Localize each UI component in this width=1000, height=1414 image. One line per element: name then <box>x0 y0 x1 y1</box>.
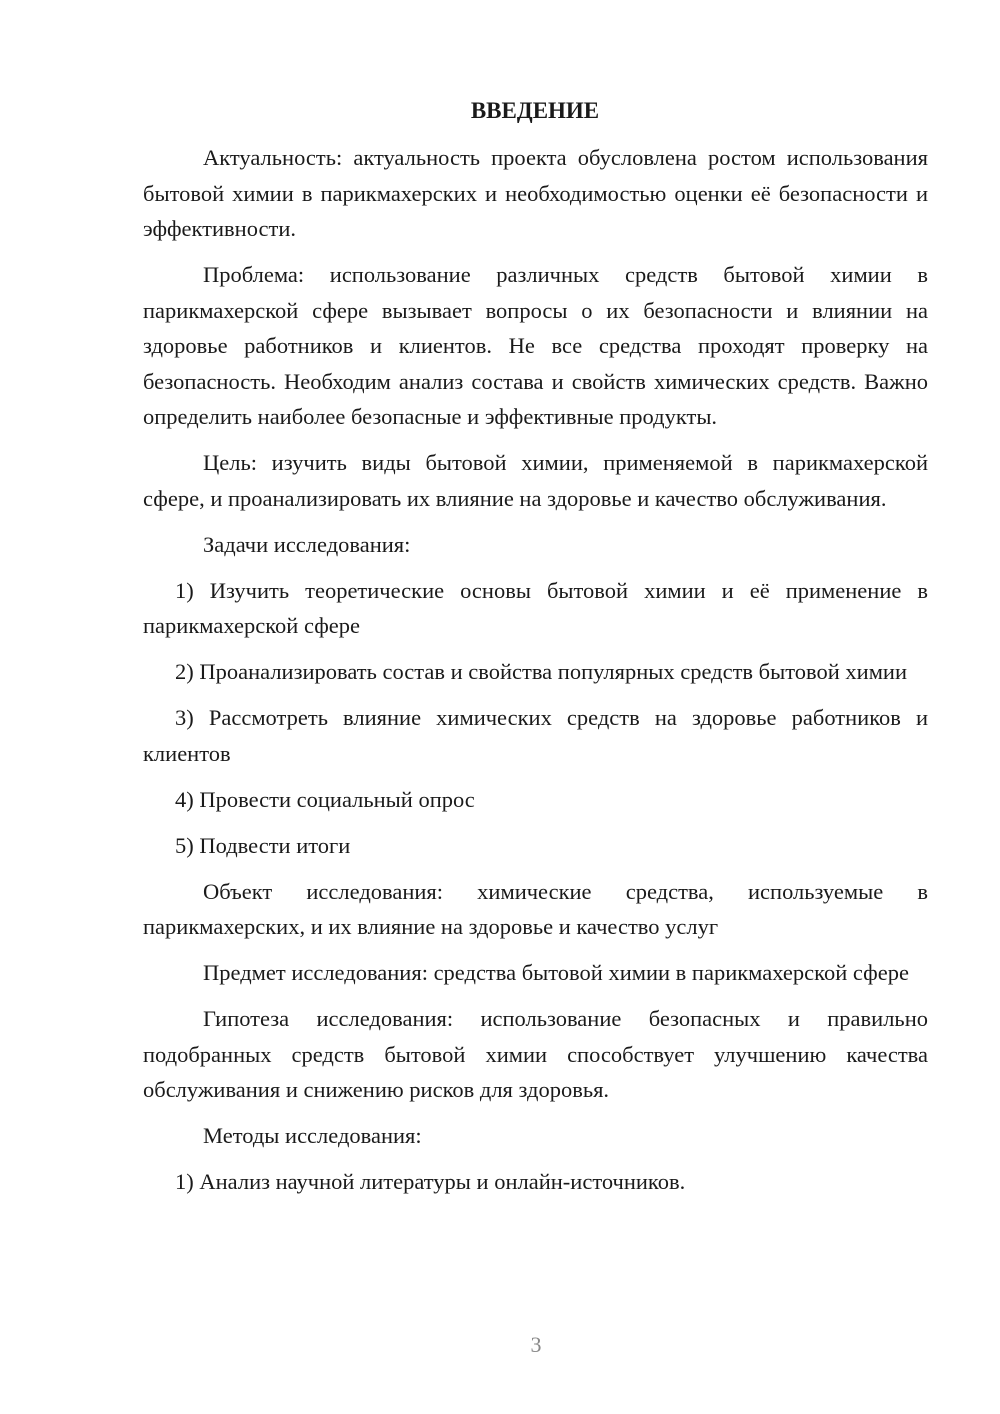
task-item-2: 2) Проанализировать состав и свойства популярных средств бытовой химии <box>175 659 908 684</box>
task-item-3: 3) Рассмотреть влияние химических средств на здоровье работников и клиентов <box>143 705 928 766</box>
hypothesis-paragraph: Гипотеза исследования: использование безопасных и правильно подобранных средств бытовой химии способствует улучшению качества обслуживания и снижению рисков для здоровья. <box>143 1006 928 1102</box>
task-item-4: 4) Провести социальный опрос <box>175 786 475 812</box>
page-title: ВВЕДЕНИЕ <box>470 98 600 123</box>
page-number: 3 <box>530 1332 542 1357</box>
tasks-heading: Задачи исследования: <box>203 531 411 557</box>
methods-heading: Методы исследования: <box>203 1123 422 1148</box>
document-body <box>143 140 928 1210</box>
goal-paragraph: Цель: изучить виды бытовой химии, применяемой в парикмахерской сфере, и проанализировать их влияние на здоровье и качество обслуживания. <box>143 450 928 511</box>
problem-paragraph: Проблема: использование различных средств бытовой химии в парикмахерской сфере вызывает вопросы о их безопасности и влиянии на здоровье работников и клиентов. Не все средства проходят проверку на безопасность. Необходим анализ состава и свойств химических средств. Важно определить наиболее безопасные и эффективные продукты. <box>143 262 928 429</box>
object-paragraph: Объект исследования: химические средства, используемые в парикмахерских, и их влияние на здоровье и качество услуг <box>143 878 928 939</box>
task-item-5: 5) Подвести итоги <box>175 832 351 858</box>
method-item-1: 1) Анализ научной литературы и онлайн-источников. <box>175 1169 686 1194</box>
subject-paragraph: Предмет исследования: средства бытовой химии в парикмахерской сфере <box>203 960 909 985</box>
relevance-paragraph: Актуальность: актуальность проекта обусловлена ростом использования бытовой химии в парикмахерских и необходимостью оценки её безопасности и эффективности. <box>143 145 928 241</box>
task-item-1: 1) Изучить теоретические основы бытовой химии и её применение в парикмахерской сфере <box>143 577 928 638</box>
